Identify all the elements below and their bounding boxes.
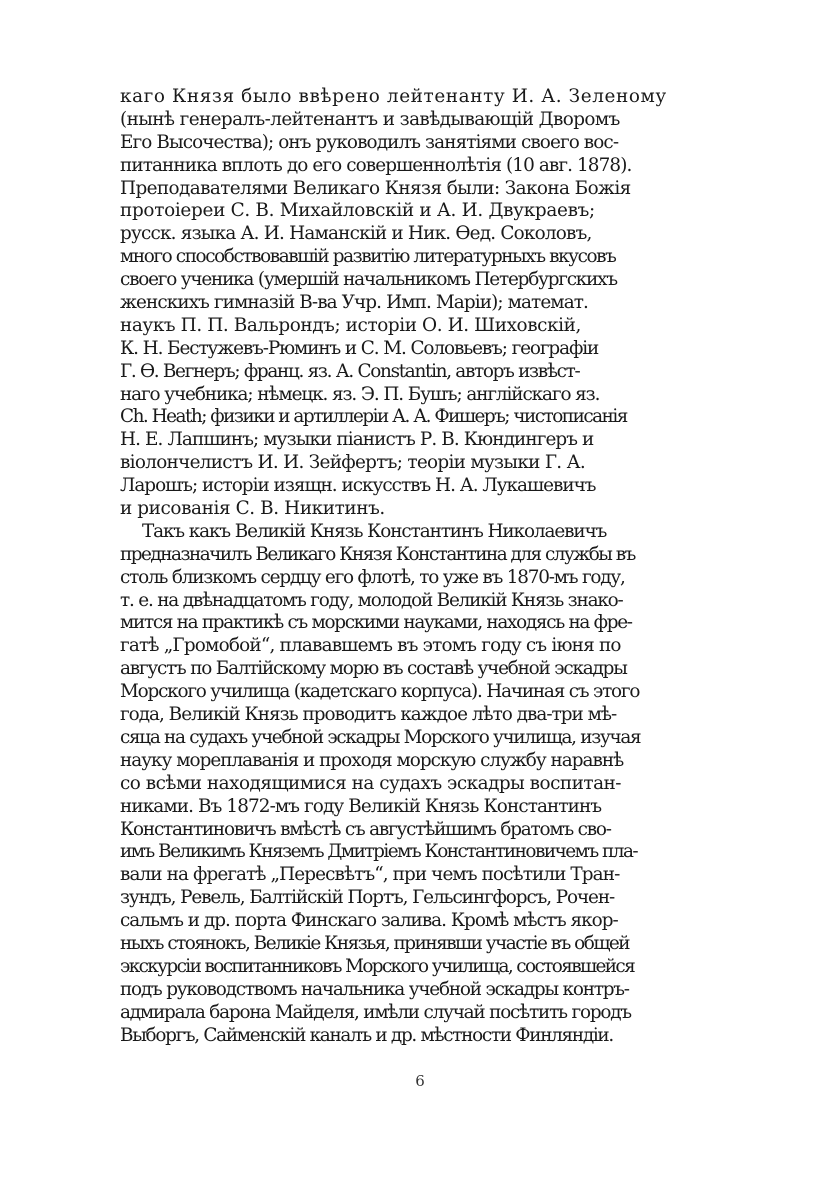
text-line: Ch. Heath; физики и артиллеріи А. А. Фишеръ; чистописанія [120,406,627,428]
text-line: протоіереи С. В. Михайловскій и А. И. Двукраевъ; [120,200,595,222]
text-line: вали на фрегатѣ „Пересвѣтъ“, при чемъ посѣтили Тран- [120,864,620,886]
text-line: гатѣ „Громобой“, плававшемъ въ этомъ году съ іюня по [120,635,621,657]
body-text [120,86,672,1047]
paragraph-first-line: Такъ какъ Великій Князь Константинъ Николаевичъ [142,520,607,542]
text-line: (нынѣ генералъ-лейтенантъ и завѣдывающій Дворомъ [120,108,620,130]
text-line: женскихъ гимназій В-ва Учр. Имп. Маріи); математ. [120,292,589,314]
text-line: со всѣми находящимися на судахъ эскадры воспитан- [120,772,622,794]
text-line: зундъ, Ревель, Балтійскій Портъ, Гельсингфорсъ, Рочен- [120,887,615,909]
text-line: русск. языка А. И. Наманскій и Ник. Ѳед. Соколовъ, [120,223,592,245]
text-line: питанника вплоть до его совершеннолѣтія (10 авг. 1878). [120,154,632,176]
text-line: августъ по Балтійскому морю въ составѣ учебной эскадры [120,658,627,680]
text-line: К. Н. Бестужевъ-Рюминъ и С. М. Соловьевъ; географіи [120,337,599,359]
text-line: и рисованія С. В. Никитинъ. [120,498,385,520]
text-line: наго учебника; нѣмецк. яз. Э. П. Бушъ; англійскаго яз. [120,383,600,405]
text-line: Ларошъ; исторіи изящн. искусствъ Н. А. Лукашевичъ [120,475,596,497]
text-line: предназначилъ Великаго Князя Константина для службы въ [120,543,635,565]
text-line: сальмъ и др. порта Финскаго залива. Кромѣ мѣстъ якор- [120,910,618,932]
text-line: адмирала барона Майделя, имѣли случай посѣтить городъ [120,1001,631,1023]
text-line: ныхъ стоянокъ, Великіе Князья, принявши участіе въ общей [120,932,630,954]
text-line: т. е. на двѣнадцатомъ году, молодой Великій Князь знако- [120,589,623,611]
text-line: Преподавателями Великаго Князя были: Закона Божія [120,177,631,199]
text-line: Константиновичъ вмѣстѣ съ августѣйшимъ братомъ сво- [120,818,611,840]
text-line: экскурсіи воспитанниковъ Морского училища, состоявшейся [120,955,635,977]
text-line: сяца на судахъ учебной эскадры Морского училища, изучая [120,726,641,748]
text-line: Его Высочества); онъ руководилъ занятіями своего вос- [120,131,619,153]
text-line: Г. Ѳ. Вегнеръ; франц. яз. А. Constantin, авторъ извѣст- [120,360,580,382]
text-line: наукъ П. П. Вальрондъ; исторіи О. И. Шиховскій, [120,314,581,336]
text-line: своего ученика (умершій начальникомъ Петербургскихъ [120,269,617,291]
text-line: мится на практикѣ съ морскими науками, находясь на фре- [120,612,632,634]
text-line: каго Князя было ввѣрено лейтенанту И. А. Зеленому [120,86,667,107]
text-line: науку мореплаванія и проходя морскую службу наравнѣ [120,749,624,771]
text-line: никами. Въ 1872-мъ году Великій Князь Константинъ [120,795,602,817]
text-line: віолончелистъ И. И. Зейфертъ; теоріи музыки Г. А. [120,452,585,474]
text-line: Выборгъ, Сайменскій каналъ и др. мѣстности Финляндіи. [120,1024,613,1046]
text-line: Морского училища (кадетскаго корпуса). Начиная съ этого [120,681,640,703]
text-line: года, Великій Князь проводитъ каждое лѣто два-три мѣ- [120,704,617,726]
text-line: подъ руководствомъ начальника учебной эскадры контръ- [120,978,629,1000]
text-line: много способствовавшій развитію литературныхъ вкусовъ [120,246,616,268]
text-line: имъ Великимъ Княземъ Дмитріемъ Константиновичемъ пла- [120,841,638,863]
text-line: Н. Е. Лапшинъ; музыки піанистъ Р. В. Кюндингеръ и [120,429,594,451]
text-line: столь близкомъ сердцу его флотѣ, то уже въ 1870-мъ году, [120,566,625,588]
page-number: 6 [415,1072,425,1090]
